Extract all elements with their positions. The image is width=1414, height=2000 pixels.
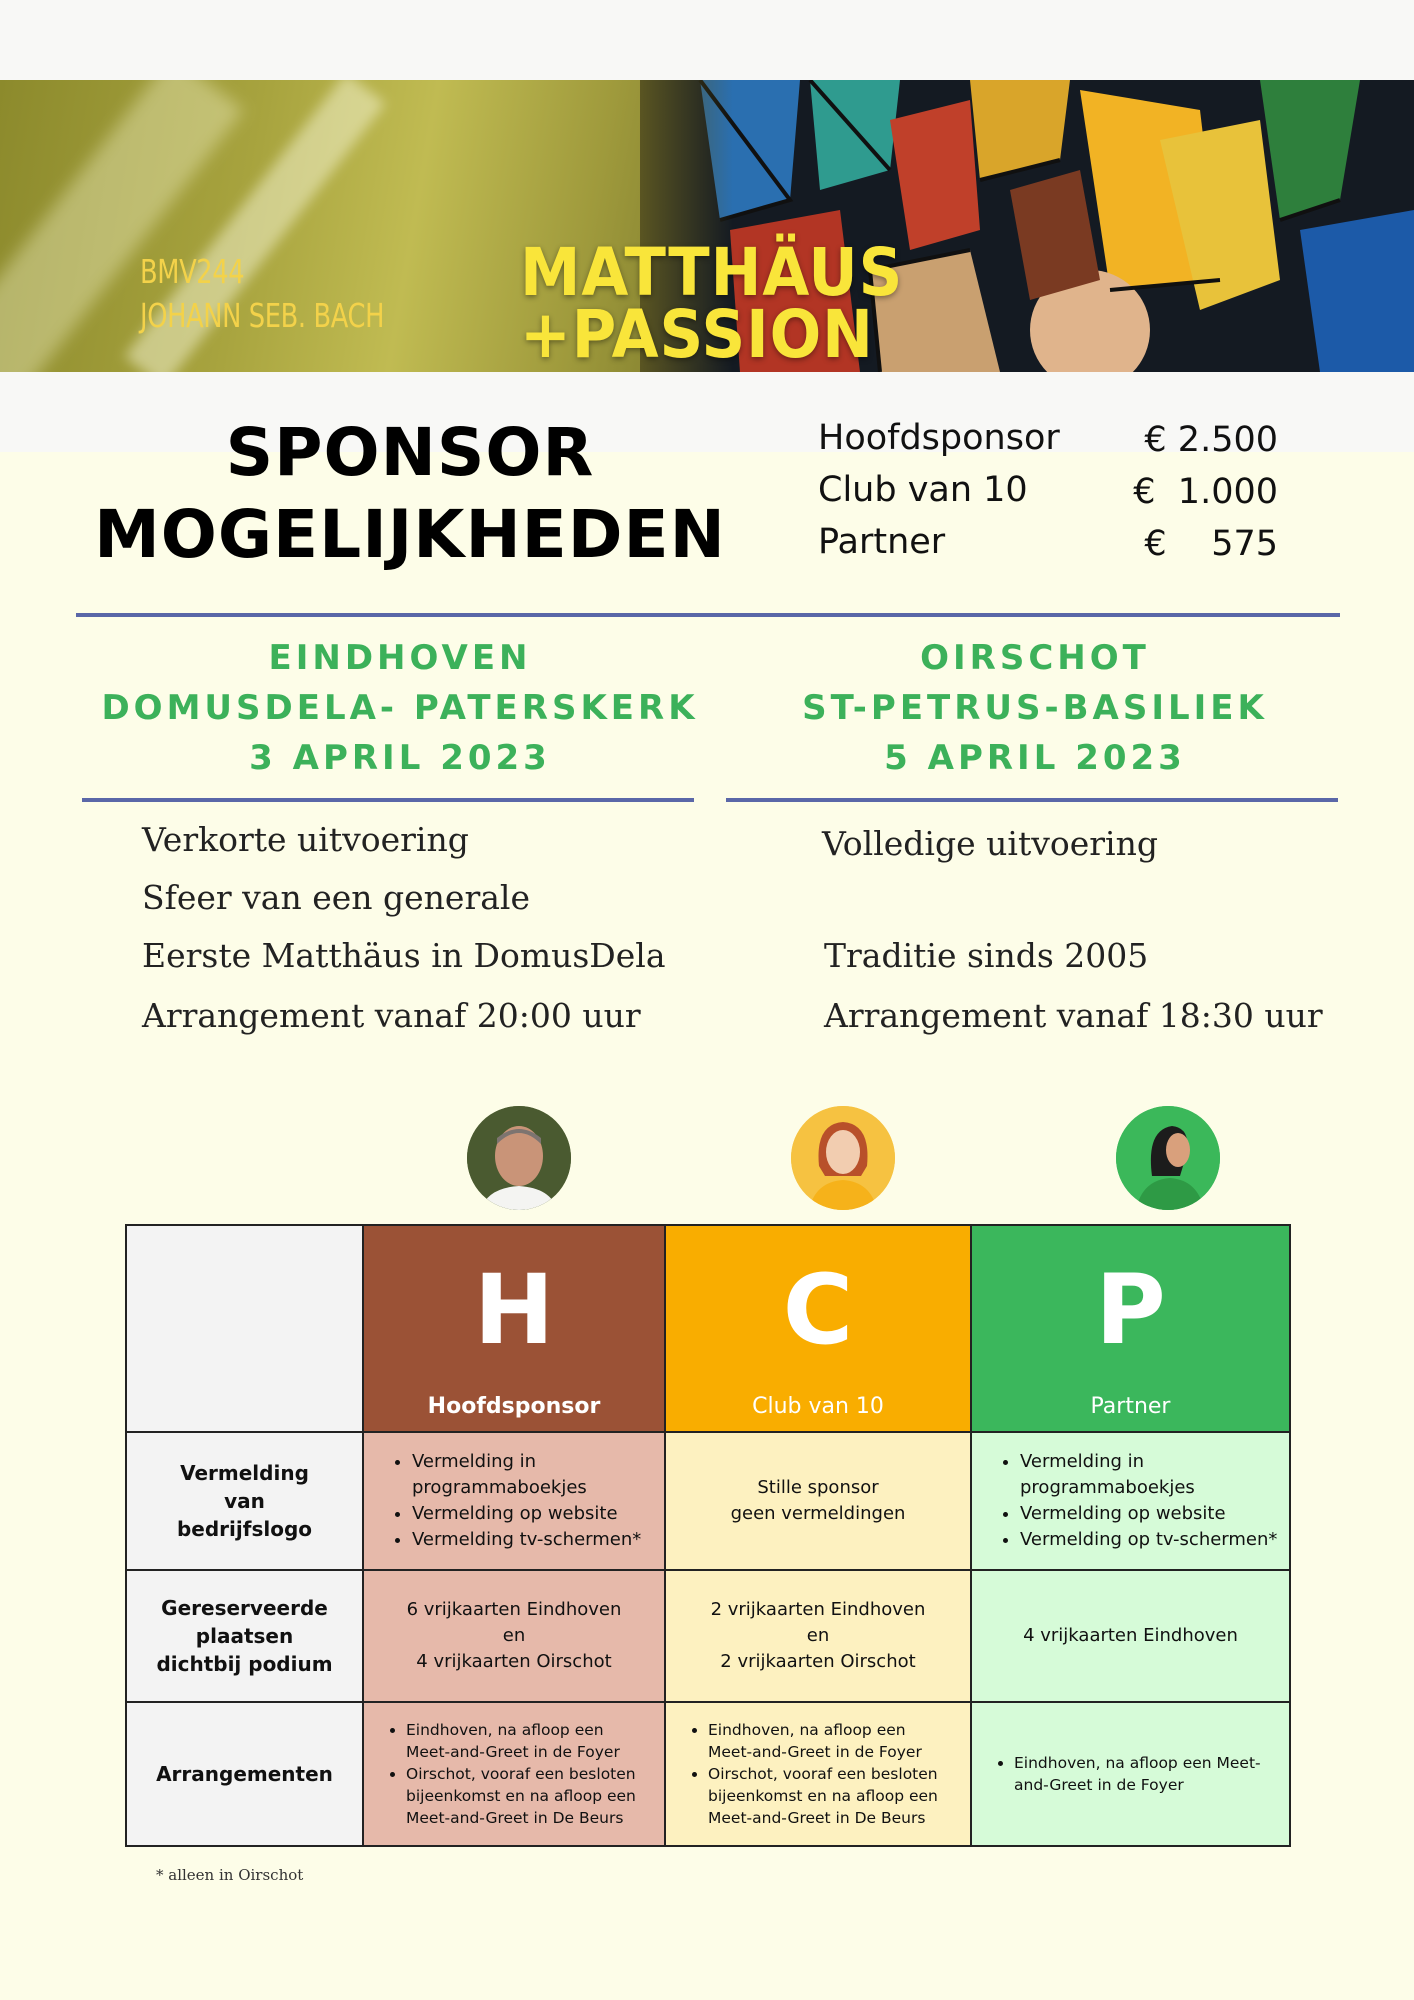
price-value: € 2.500 bbox=[1144, 420, 1278, 460]
table-corner bbox=[126, 1225, 363, 1432]
page-title bbox=[80, 412, 740, 576]
cell-line: 6 vrijkaarten Eindhoven bbox=[406, 1599, 622, 1620]
venue-location: DOMUSDELA- PATERSKERK bbox=[101, 688, 699, 728]
banner-subtitle bbox=[140, 250, 384, 338]
price-list bbox=[818, 418, 1278, 574]
row-label bbox=[126, 1702, 363, 1846]
list-item: • Vermelding op website bbox=[412, 1501, 664, 1527]
title-line-2: +PASSION bbox=[520, 296, 874, 372]
cell-hoofdsponsor-arrangements bbox=[363, 1702, 665, 1846]
column-name: Partner bbox=[1090, 1394, 1171, 1419]
cell-line: 4 vrijkaarten Eindhoven bbox=[1023, 1625, 1238, 1646]
price-value: € 575 bbox=[1144, 524, 1278, 564]
row-label bbox=[126, 1432, 363, 1570]
row-label-text: Vermelding van bedrijfslogo bbox=[176, 1461, 313, 1541]
feature-right-1: Volledige uitvoering bbox=[822, 824, 1158, 863]
sponsor-table bbox=[125, 1224, 1291, 1847]
list-item: • Eindhoven, na afloop een Meet-and-Greet in de Foyer bbox=[406, 1719, 650, 1763]
price-row-partner bbox=[818, 522, 1278, 574]
cell-club-arrangements bbox=[665, 1702, 971, 1846]
price-row-club bbox=[818, 470, 1278, 522]
venue-oirschot bbox=[720, 633, 1350, 783]
column-letter: P bbox=[1095, 1254, 1166, 1366]
work-number: BMV244 bbox=[140, 252, 245, 291]
cell-club-logo bbox=[665, 1432, 971, 1570]
man-portrait-icon bbox=[467, 1106, 571, 1210]
list-item: • Oirschot, vooraf een besloten bijeenkomst en na afloop een Meet-and-Greet in De Beurs bbox=[406, 1763, 650, 1829]
price-name: Partner bbox=[818, 522, 946, 562]
list-item: • Vermelding in programmaboekjes bbox=[1020, 1449, 1289, 1501]
price-name: Hoofdsponsor bbox=[818, 418, 1060, 458]
column-letter: H bbox=[473, 1254, 555, 1366]
avatar-hoofdsponsor bbox=[467, 1106, 571, 1210]
avatar-club bbox=[791, 1106, 895, 1210]
venue-date: 3 APRIL 2023 bbox=[249, 738, 551, 778]
cell-line: 2 vrijkaarten Oirschot bbox=[720, 1651, 916, 1672]
column-letter: C bbox=[782, 1254, 854, 1366]
banner-title bbox=[520, 234, 937, 372]
list-item: • Eindhoven, na afloop een Meet-and-Greet in de Foyer bbox=[708, 1719, 954, 1763]
feature-left-2: Sfeer van een generale bbox=[142, 878, 530, 917]
column-name: Hoofdsponsor bbox=[427, 1394, 601, 1419]
table-row-logo bbox=[126, 1432, 1290, 1570]
venue-location: ST-PETRUS-BASILIEK bbox=[802, 688, 1268, 728]
cell-partner-logo bbox=[971, 1432, 1290, 1570]
feature-right-2: Traditie sinds 2005 bbox=[824, 936, 1149, 975]
row-label-text: Gereserveerde plaatsen dichtbij podium bbox=[156, 1596, 333, 1676]
price-name: Club van 10 bbox=[818, 470, 1028, 510]
list-item: • Vermelding op tv-schermen* bbox=[1020, 1527, 1289, 1553]
venue-eindhoven bbox=[80, 633, 720, 783]
column-club bbox=[665, 1225, 971, 1432]
composer-name: JOHANN SEB. BACH bbox=[140, 296, 385, 335]
feature-left-1: Verkorte uitvoering bbox=[142, 820, 469, 859]
list-item: • Vermelding op website bbox=[1020, 1501, 1289, 1527]
page-title-line-1: SPONSOR bbox=[225, 414, 595, 491]
cell-club-seats bbox=[665, 1570, 971, 1702]
woman-profile-icon bbox=[1116, 1106, 1220, 1210]
list-item: • Vermelding in programmaboekjes bbox=[412, 1449, 664, 1501]
divider-left bbox=[82, 798, 694, 802]
cell-line: 2 vrijkaarten Eindhoven bbox=[710, 1599, 926, 1620]
venue-city: OIRSCHOT bbox=[920, 638, 1150, 678]
avatar-partner bbox=[1116, 1106, 1220, 1210]
banner-image bbox=[0, 80, 1414, 372]
cell-line: geen vermeldingen bbox=[730, 1503, 906, 1524]
cell-partner-seats bbox=[971, 1570, 1290, 1702]
table-row-seats bbox=[126, 1570, 1290, 1702]
cell-hoofdsponsor-logo bbox=[363, 1432, 665, 1570]
row-label bbox=[126, 1570, 363, 1702]
cell-hoofdsponsor-seats bbox=[363, 1570, 665, 1702]
list-item: • Eindhoven, na afloop een Meet-and-Greet in de Foyer bbox=[1014, 1752, 1265, 1796]
table-header-row bbox=[126, 1225, 1290, 1432]
table-row-arrangements bbox=[126, 1702, 1290, 1846]
venue-city: EINDHOVEN bbox=[268, 638, 532, 678]
cell-partner-arrangements bbox=[971, 1702, 1290, 1846]
page-title-line-2: MOGELIJKHEDEN bbox=[94, 496, 726, 573]
cell-line: Stille sponsor bbox=[757, 1477, 879, 1498]
column-hoofdsponsor bbox=[363, 1225, 665, 1432]
cell-line: 4 vrijkaarten Oirschot bbox=[416, 1651, 612, 1672]
column-partner bbox=[971, 1225, 1290, 1432]
divider-right bbox=[726, 798, 1338, 802]
venue-date: 5 APRIL 2023 bbox=[884, 738, 1186, 778]
cell-line: en bbox=[806, 1625, 830, 1646]
feature-left-3: Eerste Matthäus in DomusDela bbox=[142, 936, 666, 975]
woman-portrait-icon bbox=[791, 1106, 895, 1210]
list-item: • Vermelding tv-schermen* bbox=[412, 1527, 664, 1553]
column-name: Club van 10 bbox=[752, 1394, 884, 1419]
row-label-text: Arrangementen bbox=[156, 1762, 333, 1786]
feature-left-4: Arrangement vanaf 20:00 uur bbox=[142, 996, 641, 1035]
price-row-hoofdsponsor bbox=[818, 418, 1278, 470]
feature-right-3: Arrangement vanaf 18:30 uur bbox=[824, 996, 1323, 1035]
cell-line: en bbox=[502, 1625, 526, 1646]
footnote: * alleen in Oirschot bbox=[156, 1866, 304, 1884]
divider-top bbox=[76, 613, 1340, 617]
title-line-1: MATTHÄUS bbox=[520, 234, 904, 311]
price-value: € 1.000 bbox=[1133, 472, 1278, 512]
list-item: • Oirschot, vooraf een besloten bijeenkomst en na afloop een Meet-and-Greet in De Beurs bbox=[708, 1763, 954, 1829]
